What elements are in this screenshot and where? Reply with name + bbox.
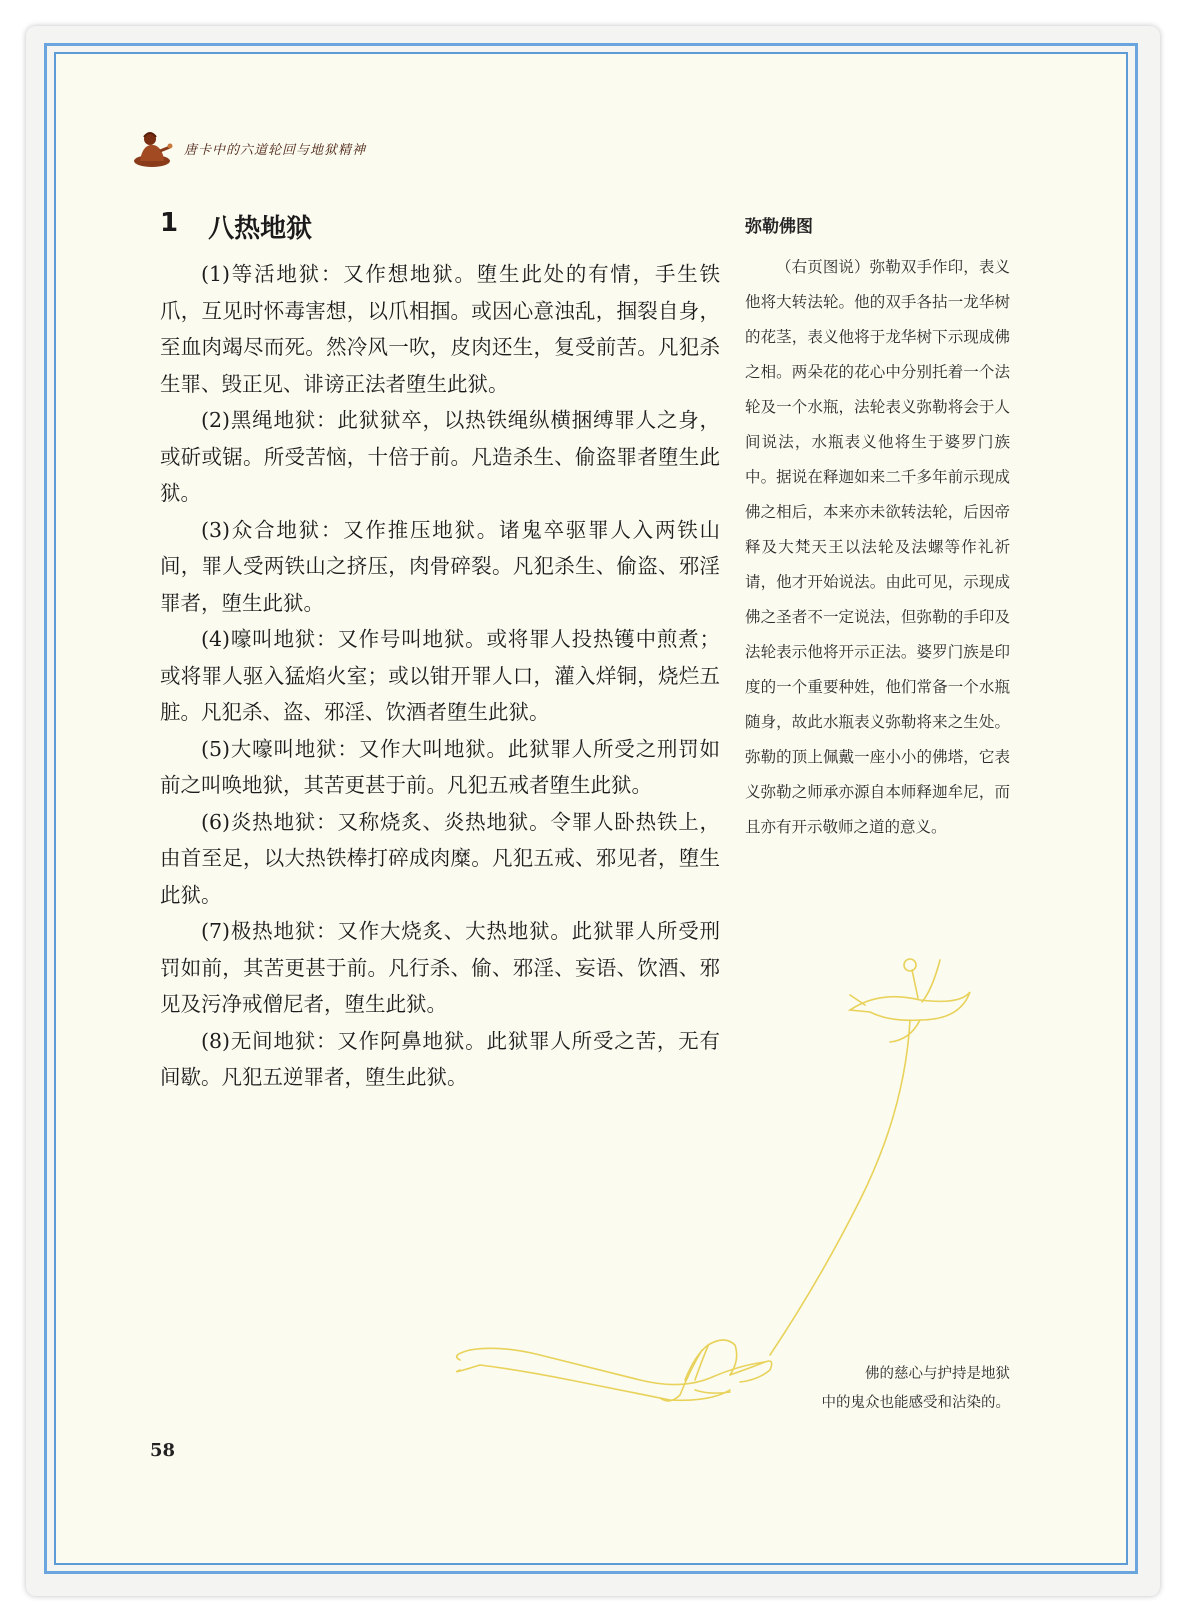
- line-art-illustration: [440, 950, 1040, 1430]
- running-header: [130, 128, 366, 168]
- page-number: 58: [150, 1440, 176, 1461]
- sidebar-text: [745, 250, 1010, 845]
- header-title: 唐卡中的六道轮回与地狱精神: [184, 142, 367, 158]
- section-number: 1: [160, 208, 179, 238]
- paragraph: (2)黑绳地狱：此狱狱卒，以热铁绳纵横捆缚罪人之身，或斫或锯。所受苦恼，十倍于前。凡造杀生、偷盗罪者堕生此狱。: [160, 408, 720, 505]
- section-heading: [160, 208, 312, 245]
- caption-line: 中的鬼众也能感受和沾染的。: [821, 1395, 1010, 1411]
- paragraph: (7)极热地狱：又作大烧炙、大热地狱。此狱罪人所受刑罚如前，其苦更甚于前。凡行杀、偷、邪淫、妄语、饮酒、邪见及污净戒僧尼者，堕生此狱。: [160, 919, 720, 1016]
- section-title: 八热地狱: [208, 214, 313, 244]
- paragraph: (8)无间地狱：又作阿鼻地狱。此狱罪人所受之苦，无有间歇。凡犯五逆罪者，堕生此狱。: [160, 1028, 720, 1089]
- paragraph: (4)嚎叫地狱：又作号叫地狱。或将罪人投热镬中煎煮；或将罪人驱入猛焰火室；或以钳开罪人口，灌入烊铜，烧烂五脏。凡犯杀、盗、邪淫、饮酒者堕生此狱。: [160, 627, 720, 724]
- paragraph: (5)大嚎叫地狱：又作大叫地狱。此狱罪人所受之刑罚如前之叫唤地狱，其苦更甚于前。凡犯五戒者堕生此狱。: [160, 736, 720, 797]
- paragraph: (1)等活地狱：又作想地狱。堕生此处的有情，手生铁爪，互见时怀毒害想，以爪相掴。或因心意浊乱，掴裂自身，至血肉竭尽而死。然冷风一吹，皮肉还生，复受前苦。凡犯杀生罪、毁正见、诽谤正法者堕生此狱。: [160, 262, 720, 396]
- illustration-caption: [780, 1360, 1010, 1418]
- caption-line: 佛的慈心与护持是地狱: [865, 1366, 1010, 1382]
- sidebar-title: 弥勒佛图: [745, 217, 813, 237]
- paragraph: (3)众合地狱：又作推压地狱。诸鬼卒驱罪人入两铁山间，罪人受两铁山之挤压，肉骨碎裂。凡犯杀生、偷盗、邪淫罪者，堕生此狱。: [160, 517, 720, 615]
- seated-figure-icon: [130, 127, 174, 169]
- sidebar-paragraph: （右页图说）弥勒双手作印，表义他将大转法轮。他的双手各拈一龙华树的花茎，表义他将于龙华树下示现成佛之相。两朵花的花心中分别托着一个法轮及一个水瓶，法轮表义弥勒将会于人间说法，水瓶表义他将生于婆罗门族中。据说在释迦如来二千多年前示现成佛之相后，本来亦未欲转法轮，后因帝释及大梵天王以法轮及法螺等作礼祈请，他才开始说法。由此可见，示现成佛之圣者不一定说法，但弥勒的手印及法轮表示他将开示正法。婆罗门族是印度的一个重要种姓，他们常备一个水瓶随身，故此水瓶表义弥勒将来之生处。弥勒的顶上佩戴一座小小的佛塔，它表义弥勒之师承亦源自本师释迦牟尼，而且亦有开示敬师之道的意义。: [745, 258, 1010, 836]
- paragraph: (6)炎热地狱：又称烧炙、炎热地狱。令罪人卧热铁上，由首至足，以大热铁棒打碎成肉糜。凡犯五戒、邪见者，堕生此狱。: [160, 809, 720, 907]
